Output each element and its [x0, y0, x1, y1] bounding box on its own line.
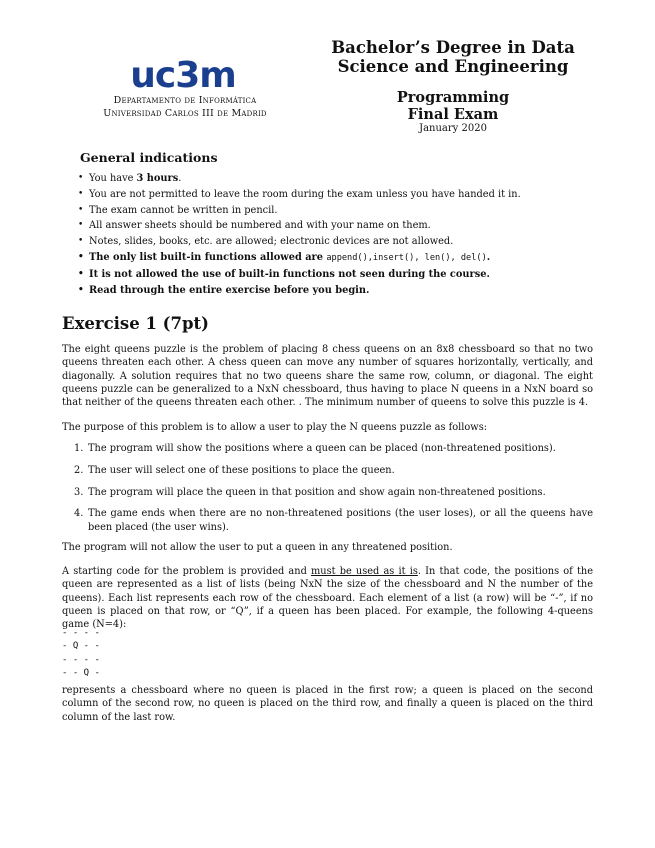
item-bold-text: The only list built-in functions allowed are — [89, 251, 327, 263]
degree-line-2: Science and Engineering — [337, 57, 569, 76]
list-item: • Read through the entire exercise before you begin. — [78, 283, 521, 299]
board-row: - Q - - — [62, 641, 100, 652]
list-item: • It is not allowed the use of built-in functions not seen during the course. — [78, 267, 521, 283]
step-text: The user will select one of these positions to place the queen. — [88, 464, 395, 476]
degree-title — [318, 38, 588, 76]
exercise-title: Exercise 1 (7pt) — [62, 314, 209, 333]
course-name: Programming — [396, 89, 510, 106]
step-item — [62, 507, 593, 534]
board-row: - - Q - — [62, 668, 100, 679]
paragraph-starting-code — [62, 565, 593, 631]
allowed-functions-code: append(),insert(), len(), del() — [326, 252, 487, 263]
step-item — [62, 486, 593, 499]
paragraph-text: . In that code, the positions of the queen are represented as a list of lists (being NxN the size of the chessboard and N the number of the queens). Each list represents each row of the chessboard. Each element of a list (a row) will be “-”, if no queen is placed on that row, or “Q”, if a queen has been placed. For example, the following 4-queens game (N=4): — [62, 566, 593, 631]
exam-date: January 2020 — [419, 123, 487, 134]
step-number: 3. — [74, 486, 84, 498]
chessboard-example — [62, 627, 100, 681]
paragraph-rule: The program will not allow the user to put a queen in any threatened position. — [62, 542, 453, 553]
degree-line-1: Bachelor’s Degree in Data — [331, 38, 575, 57]
steps-list — [62, 442, 593, 542]
list-item: • All answer sheets should be numbered and with your name on them. — [78, 218, 521, 234]
board-row: - - - - — [62, 654, 100, 665]
paragraph-intro: The eight queens puzzle is the problem of placing 8 chess queens on an 8x8 chessboard so that no two queens threaten each other. A chess queen can move any number of squares horizontally, vertically, and diagonally. A solution requires that no two queens share the same row, column, or diagonal. The eight queens puzzle can be generalized to a NxN chessboard, thus having to place N queens in a NxN board so that neither of the queens threaten each other. . The minimum number of queens to solve this puzzle is 4. — [62, 344, 593, 409]
paragraph-explanation: represents a chessboard where no queen is placed in the first row; a queen is placed on the second column of the second row, no queen is placed on the third row, and finally a queen is placed on the third column of the last row. — [62, 685, 593, 723]
step-number: 2. — [74, 464, 84, 476]
uc3m-logo — [126, 58, 240, 90]
item-text: . — [178, 173, 182, 184]
step-number: 1. — [74, 443, 84, 454]
item-text: You have — [89, 173, 137, 184]
list-item — [78, 171, 521, 187]
board-row: - - - - — [62, 628, 100, 638]
university-name: Universidad Carlos III de Madrid — [103, 108, 267, 119]
list-item: • You are not permitted to leave the room during the exam unless you have handed it in. — [78, 187, 521, 203]
step-number: 4. — [74, 508, 84, 520]
logo-text: uc3m — [130, 58, 236, 90]
general-indications-title: General indications — [80, 150, 218, 165]
step-text: The program will place the queen in that position and show again non-threatened positions. — [88, 486, 546, 498]
list-item: • Notes, slides, books, etc. are allowed; electronic devices are not allowed. — [78, 234, 521, 250]
item-text: . — [486, 251, 491, 263]
step-text: The game ends when there are no non-threatened positions (the user loses), or all the queens have been placed (the user wins). — [88, 508, 593, 533]
department-name: Departamento de Informática — [113, 95, 257, 106]
paragraph-purpose: The purpose of this problem is to allow a user to play the N queens puzzle as follows: — [62, 422, 488, 433]
step-item — [62, 442, 593, 455]
exam-name: Final Exam — [407, 106, 499, 123]
list-item — [78, 250, 521, 267]
list-item: • The exam cannot be written in pencil. — [78, 203, 521, 219]
paragraph-text: A starting code for the problem is provided and — [62, 566, 311, 577]
indications-list — [78, 171, 521, 298]
item-bold-text: 3 hours — [136, 173, 179, 184]
underlined-text: must be used as it is — [311, 566, 418, 577]
step-text: The program will show the positions where a queen can be placed (non-threatened positions). — [88, 443, 556, 454]
exam-title — [318, 89, 588, 123]
step-item — [62, 464, 593, 477]
